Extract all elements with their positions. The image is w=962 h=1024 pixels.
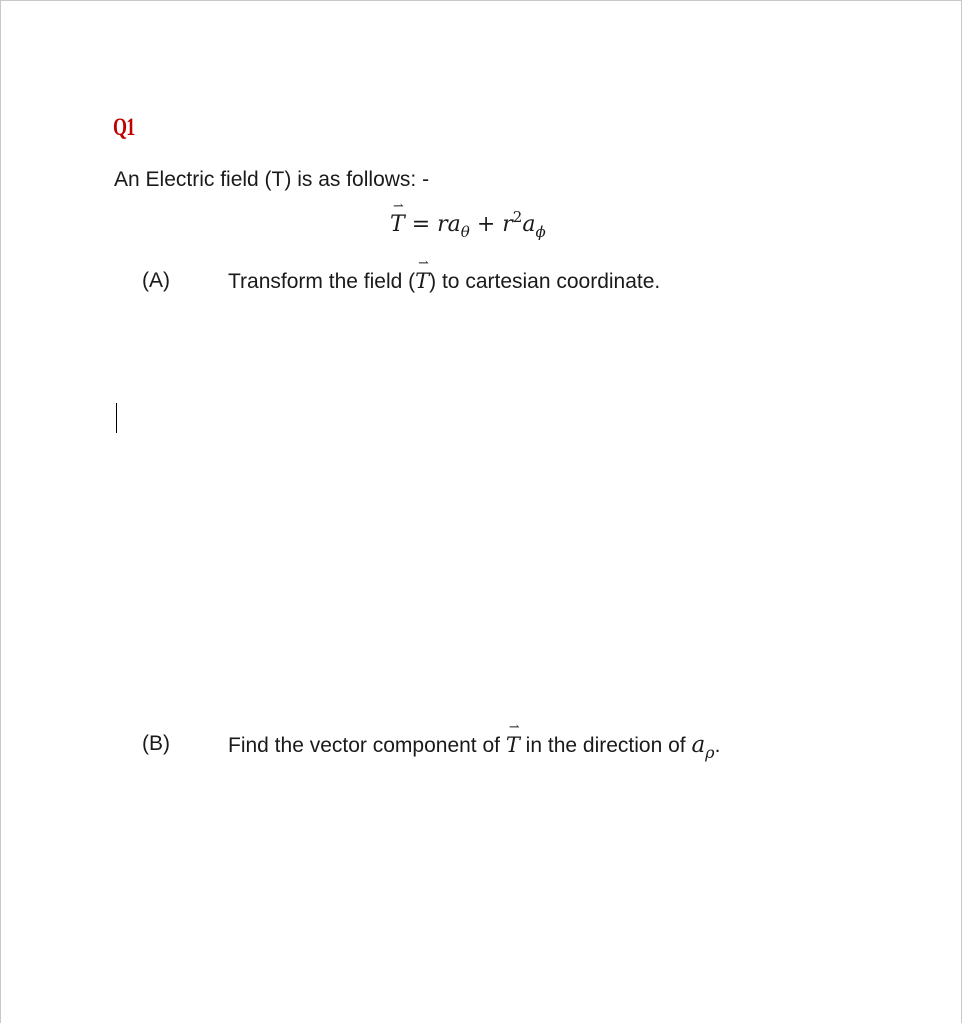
equals-sign: = — [411, 212, 431, 237]
part-b-text: Find the vector component of T ⇀ in the direction of $a_\rho$. — [228, 720, 721, 762]
part-b-label: (B) — [142, 732, 170, 755]
term2-exponent: 2 — [512, 208, 523, 226]
plus-sign: + — [476, 212, 496, 237]
question-heading: Q1 — [113, 114, 135, 141]
text-cursor — [116, 403, 117, 433]
term1-coefficient: r — [437, 212, 448, 237]
unit-vector-a: a — [691, 732, 706, 758]
term2-subscript: ϕ — [535, 223, 546, 241]
term1-subscript: θ — [460, 223, 470, 241]
term1-unit-vector: a — [447, 212, 461, 237]
vector-arrow-icon: ⇀ — [418, 256, 430, 271]
vector-arrow-icon: ⇀ — [508, 720, 520, 735]
question-intro: An Electric field (T) is as follows: - — [114, 168, 430, 191]
term2-unit-vector: a — [522, 212, 536, 237]
part-a-label: (A) — [142, 269, 170, 292]
vector-t-inline: T ⇀ — [505, 720, 520, 757]
unit-vector-subscript: ρ — [705, 743, 715, 762]
vector-t-symbol: T ⇀ — [390, 199, 405, 237]
part-a-text: Transform the field (T ⇀ ) to cartesian coordinate. — [228, 256, 661, 293]
vector-t-inline: T ⇀ — [415, 256, 430, 293]
field-equation — [390, 199, 546, 241]
vector-arrow-icon: ⇀ — [393, 199, 404, 214]
term2-coefficient: r — [502, 212, 513, 237]
